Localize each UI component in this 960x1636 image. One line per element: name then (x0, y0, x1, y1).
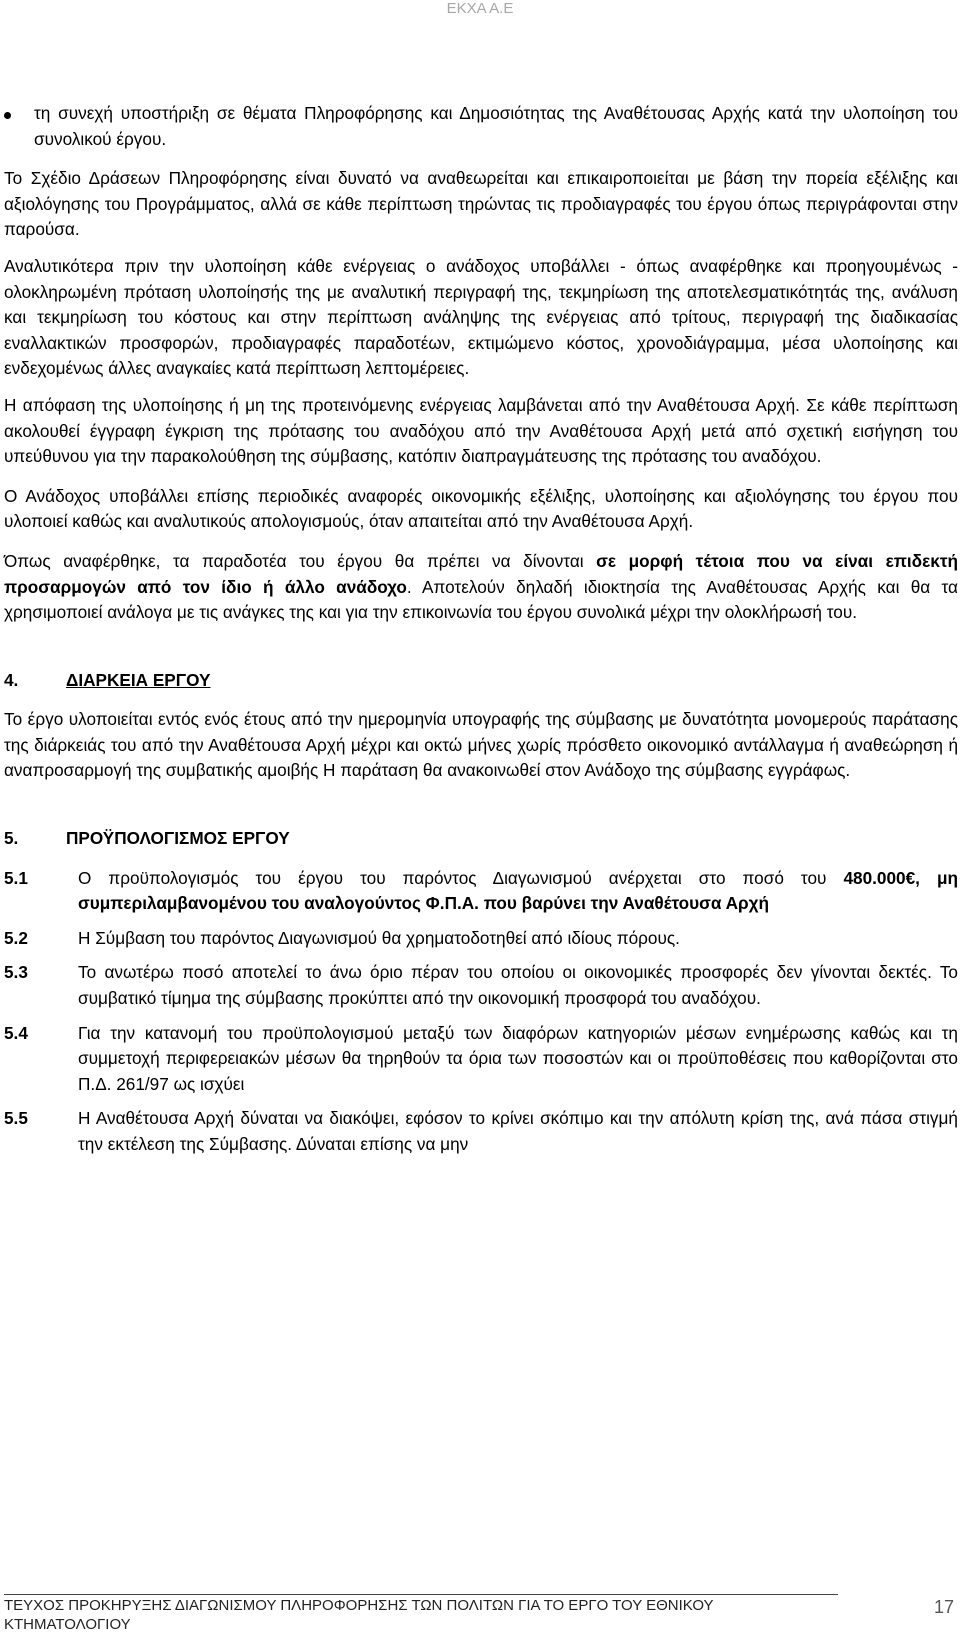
paragraph-approval: Η απόφαση της υλοποίησης ή μη της προτεινόμενης ενέργειας λαμβάνεται από την Αναθέτουσα Αρχή. Σε κάθε περίπτωση ακολουθεί έγγραφη έγκριση της πρότασης του αναδόχου από την Αναθέτουσα Αρχή μετά από σχετική εισήγηση του υπεύθυνου για την παρακολούθηση της σύμβασης, κατόπιν διαπραγμάτευσης της πρότασης του αναδόχου. (4, 394, 958, 467)
clause-5-1-text-a: Ο προϋπολογισμός του έργου του παρόντος Διαγωνισμού ανέρχεται στο ποσό του (78, 867, 844, 888)
section-5-heading (4, 826, 958, 852)
page-footer (4, 1594, 958, 1636)
clause-number: 5.5 (4, 1108, 28, 1129)
deliverables-text-c: . Αποτελούν δηλαδή ιδιοκτησία της Αναθέτουσας Αρχής και θα τα χρησιμοποιεί ανάλογα με τις ανάγκες της και για την επικοινωνία του έργου συνολικά μέχρι την ολοκλήρωσή του. (4, 576, 958, 623)
section-4-heading (4, 668, 958, 694)
clause-5-3 (4, 960, 958, 1011)
clause-text: Η Αναθέτουσα Αρχή δύναται να διακόψει, εφόσον το κρίνει σκόπιμο και την απόλυτη κρίση της, ανά πάσα στιγμή την εκτέλεση της Σύμβασης. Δύναται επίσης να μην (78, 1108, 958, 1154)
clause-number: 5.2 (4, 927, 28, 948)
clause-5-4 (4, 1021, 958, 1098)
clause-5-2 (4, 926, 958, 952)
section-5-number: 5. (4, 828, 19, 849)
bullet-item (4, 101, 958, 152)
paragraph-proposal-details: Αναλυτικότερα πριν την υλοποίηση κάθε ενέργειας ο ανάδοχος υποβάλλει - όπως αναφέρθηκε και προηγουμένως - ολοκληρωμένη πρόταση υλοποίησής της με αναλυτική περιγραφή της, τεκμηρίωση της αποτελεσματικότητάς της, ανάλυση και τεκμηρίωση του κόστους και στην περίπτωση ανάληψης της ενέργειας από τρίτους, περιγραφή της διαδικασίας εναλλακτικών προσφορών, προδιαγραφές παραδοτέων, εκτιμώμενο κόστος, χρονοδιάγραμμα, μέσα υλοποίησης και ενδεχομένως άλλες αναγκαίες κατά περίπτωση λεπτομέρειες. (4, 255, 958, 379)
deliverables-text-bold: σε μορφή τέτοια που να είναι επιδεκτή προσαρμογών από τον ίδιο ή άλλο ανάδοχο (4, 550, 958, 597)
footer-document-title: ΤΕΥΧΟΣ ΠΡΟΚΗΡΥΞΗΣ ΔΙΑΓΩΝΙΣΜΟΥ ΠΛΗΡΟΦΟΡΗΣΗΣ ΤΩΝ ΠΟΛΙΤΩΝ ΓΙΑ ΤΟ ΕΡΓΟ ΤΟΥ ΕΘΝΙΚΟΥ ΚΤΗΜΑΤΟΛΟΓΙΟΥ (4, 1597, 714, 1633)
section-4-body: Το έργο υλοποιείται εντός ενός έτους από την ημερομηνία υπογραφής της σύμβασης με δυνατότητα μονομερούς παράτασης της διάρκειάς του από την Αναθέτουσα Αρχή μέχρι και οκτώ μήνες χωρίς πρόσθετο οικονομικό αντάλλαγμα ή αναθεώρηση ή αναπροσαρμογή της συμβατικής αμοιβής Η παράταση θα ανακοινωθεί στον Ανάδοχο της σύμβασης εγγράφως. (4, 709, 958, 781)
clause-number: 5.1 (4, 867, 28, 888)
clause-5-1-text-bold: 480.000€, μη συμπεριλαμβανομένου του αναλογούντος Φ.Π.Α. που βαρύνει την Αναθέτουσα Αρχή (78, 867, 958, 914)
deliverables-text-a: Όπως αναφέρθηκε, τα παραδοτέα του έργου θα πρέπει να δίνονται (4, 550, 597, 571)
clause-number: 5.3 (4, 962, 28, 983)
paragraph-deliverables (4, 549, 958, 626)
paragraph-reports: Ο Ανάδοχος υποβάλλει επίσης περιοδικές αναφορές οικονομικής εξέλιξης, υλοποίησης και αξιολόγησης του έργου που υλοποιεί καθώς και αναλυτικούς απολογισμούς, όταν απαιτείται από την Αναθέτουσα Αρχή. (4, 485, 958, 532)
clause-text: Η Σύμβαση του παρόντος Διαγωνισμού θα χρηματοδοτηθεί από ιδίους πόρους. (78, 927, 680, 948)
bullet-dot-icon (4, 112, 11, 119)
footer-divider (4, 1594, 838, 1595)
clause-5-5 (4, 1106, 958, 1157)
header-company-mark: ΕΚΧΑ Α.Ε (446, 0, 514, 17)
section-4-title: ΔΙΑΡΚΕΙΑ ΕΡΓΟΥ (66, 669, 211, 690)
clause-5-1 (4, 866, 958, 917)
clause-text: Για την κατανομή του προϋπολογισμού μεταξύ των διαφόρων κατηγοριών μέσων ενημέρωσης καθώς και τη συμμετοχή περιφερειακών μέσων θα τηρηθούν τα όρια των ποσοστών και οι προϋποθέσεις που καθορίζονται στο Π.Δ. 261/97 ως ισχύει (78, 1022, 958, 1094)
bullet-text: τη συνεχή υποστήριξη σε θέματα Πληροφόρησης και Δημοσιότητας της Αναθέτουσας Αρχής κατά την υλοποίηση του συνολικού έργου. (34, 103, 958, 149)
section-4-number: 4. (4, 669, 19, 690)
document-body (4, 101, 958, 1158)
section-5-title: ΠΡΟΫΠΟΛΟΓΙΣΜΟΣ ΕΡΓΟΥ (66, 828, 290, 849)
clause-text (78, 866, 958, 917)
clause-text: Το ανωτέρω ποσό αποτελεί το άνω όριο πέραν του οποίου οι οικονομικές προσφορές δεν γίνονται δεκτές. Το συμβατικό τίμημα της σύμβασης προκύπτει από την οικονομική προσφορά του αναδόχου. (78, 962, 958, 1009)
clause-number: 5.4 (4, 1022, 28, 1043)
paragraph-action-plan: Το Σχέδιο Δράσεων Πληροφόρησης είναι δυνατό να αναθεωρείται και επικαιροποιείται με βάση την πορεία εξέλιξης και αξιολόγησης του Προγράμματος, αλλά σε κάθε περίπτωση τηρώντας τις προδιαγραφές του έργου όπως περιγράφονται στην παρούσα. (4, 168, 958, 240)
page-number: 17 (933, 1597, 954, 1617)
